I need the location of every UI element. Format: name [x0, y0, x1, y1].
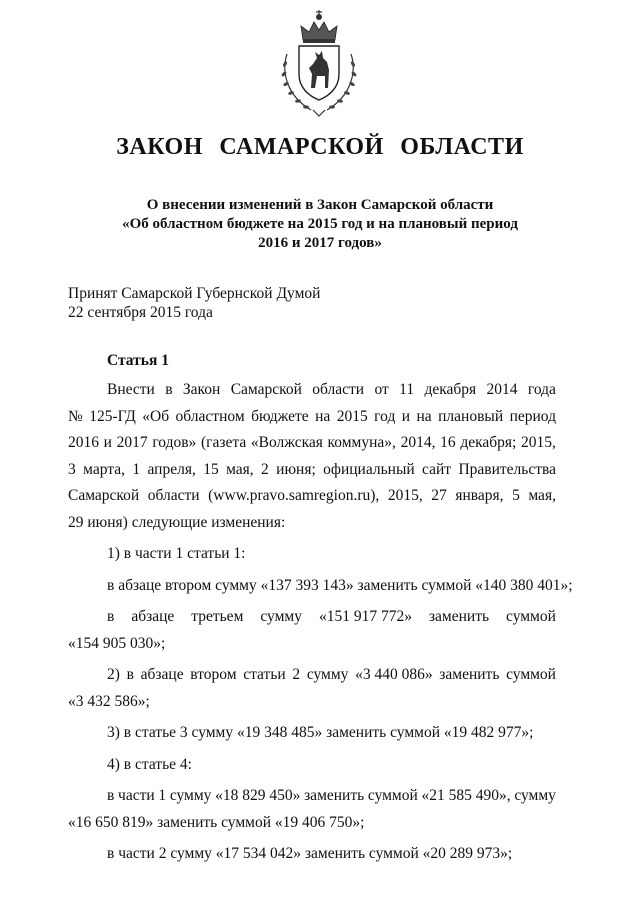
- word: июня;: [276, 460, 316, 478]
- word: на: [416, 407, 432, 425]
- word: плановый: [438, 407, 504, 425]
- law-subtitle: [0, 196, 640, 253]
- word: 2015,: [521, 434, 556, 451]
- word: «Волжская: [250, 434, 323, 451]
- word: Самарской: [68, 487, 140, 504]
- item-4-part-1: [68, 783, 556, 810]
- word: от: [374, 381, 389, 398]
- word: 15: [203, 460, 219, 478]
- subtitle-line: 2016 и 2017 годов»: [258, 235, 382, 251]
- word: декабря: [424, 381, 477, 398]
- word: сумму: [514, 787, 556, 804]
- word: «21 585 490»,: [421, 787, 511, 804]
- word: области: [312, 381, 365, 398]
- word: 1: [158, 787, 167, 804]
- word: год: [374, 407, 396, 425]
- word: абзаце: [140, 666, 184, 683]
- paragraph-line: [68, 404, 556, 431]
- item-1-label: 1) в части 1 статьи 1:: [107, 545, 246, 562]
- word: третьем: [191, 608, 244, 625]
- word: Самарской: [230, 381, 302, 398]
- word: сайт: [422, 460, 452, 478]
- word: 2): [107, 666, 120, 683]
- word: декабря;: [460, 434, 517, 451]
- word: сумму: [306, 666, 349, 683]
- word: «18 829 450»: [215, 787, 301, 804]
- word: 2: [292, 666, 301, 683]
- word: Правительства: [458, 460, 556, 478]
- paragraph-line: 29 июня) следующие изменения:: [68, 513, 286, 531]
- adopted-by-line: Принят Самарской Губернской Думой: [68, 285, 321, 302]
- word: суммой: [506, 666, 556, 683]
- word: 5: [512, 487, 520, 504]
- word: 2017: [116, 434, 148, 451]
- law-title: ЗАКОН САМАРСКОЙ ОБЛАСТИ: [116, 134, 524, 160]
- word: абзаце: [131, 608, 175, 625]
- word: апреля,: [147, 460, 196, 478]
- article-body: [68, 377, 573, 868]
- item-2-end: «3 432 586»;: [68, 692, 150, 710]
- word: 16: [440, 434, 456, 451]
- paragraph-line: [68, 457, 556, 484]
- word: января,: [455, 487, 504, 504]
- word: заменить: [439, 666, 500, 683]
- word: 2014: [486, 381, 518, 398]
- word: и: [103, 434, 112, 451]
- coat-of-arms-emblem: [273, 6, 365, 118]
- word: годов»: [152, 434, 197, 451]
- word: в: [107, 787, 115, 804]
- word: суммой: [506, 608, 556, 625]
- item-4-part-1-end: «16 650 819» заменить суммой «19 406 750»;: [68, 813, 365, 831]
- word: «151 917 772»: [318, 608, 412, 625]
- word: (www.pravo.samregion.ru),: [208, 487, 380, 504]
- word: на: [315, 407, 331, 425]
- word: и: [401, 407, 411, 425]
- word: статьи: [243, 666, 286, 683]
- word: официальный: [323, 460, 415, 478]
- word: области: [147, 487, 200, 504]
- paragraph-line: [68, 377, 556, 404]
- word: (газета: [200, 434, 247, 451]
- item-1-third-paragraph-end: «154 905 030»;: [68, 634, 166, 652]
- word: 2: [261, 460, 269, 478]
- word: мая,: [226, 460, 254, 478]
- word: марта,: [83, 460, 125, 478]
- item-2: [68, 662, 556, 689]
- item-4-part-2: в части 2 сумму «17 534 042» заменить суммой «20 289 973»;: [107, 845, 513, 862]
- subtitle-line: О внесении изменений в Закон Самарской области: [146, 197, 494, 213]
- word: областном: [175, 407, 245, 425]
- word: «Об: [142, 407, 170, 425]
- item-3: 3) в статье 3 сумму «19 348 485» заменить суммой «19 482 977»;: [107, 724, 534, 741]
- word: в: [126, 666, 134, 683]
- word: коммуна»,: [327, 434, 396, 451]
- word: бюджете: [251, 407, 309, 425]
- word: 2014,: [400, 434, 436, 451]
- word: части: [118, 787, 155, 804]
- item-1-third-paragraph: [68, 604, 556, 631]
- word: Внести: [107, 381, 155, 398]
- word: период: [509, 407, 556, 425]
- word: мая,: [528, 487, 556, 504]
- article-heading: Статья 1: [107, 352, 169, 369]
- word: в: [107, 608, 115, 625]
- adoption-info: [68, 284, 320, 322]
- subtitle-line: «Об областном бюджете на 2015 год и на плановый период: [122, 216, 518, 232]
- word: №: [68, 407, 83, 425]
- word: в: [165, 381, 173, 398]
- word: сумму: [169, 787, 212, 804]
- word: 1: [132, 460, 141, 478]
- word: суммой: [367, 787, 418, 804]
- word: «3 440 086»: [355, 666, 433, 683]
- word: сумму: [260, 608, 302, 625]
- item-1-second-paragraph: в абзаце втором сумму «137 393 143» заменить суммой «140 380 401»;: [107, 576, 573, 594]
- word: 2016: [68, 434, 99, 451]
- adoption-date-line: 22 сентября 2015 года: [68, 304, 213, 321]
- paragraph-line: [68, 430, 556, 457]
- word: втором: [190, 666, 237, 683]
- word: 2015: [336, 407, 368, 425]
- item-4-label: 4) в статье 4:: [107, 755, 192, 773]
- word: 2015,: [387, 487, 423, 504]
- word: Закон: [182, 381, 221, 398]
- word: года: [527, 381, 556, 398]
- word: 27: [431, 487, 447, 504]
- word: заменить: [304, 787, 365, 804]
- word: 125-ГД: [89, 407, 136, 425]
- word: 3: [68, 460, 76, 478]
- word: 11: [399, 381, 415, 398]
- word: заменить: [428, 608, 490, 625]
- paragraph-line: [68, 483, 556, 510]
